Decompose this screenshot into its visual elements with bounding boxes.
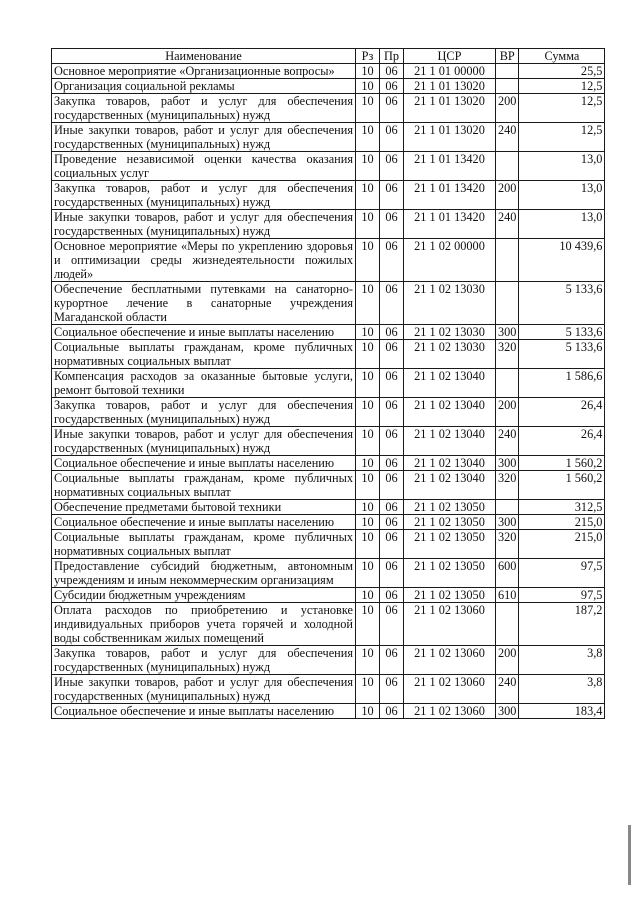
row-vr: 320	[496, 340, 519, 369]
row-pr: 06	[380, 152, 404, 181]
row-pr: 06	[380, 456, 404, 471]
table-row	[52, 530, 605, 559]
row-sum: 187,2	[519, 603, 605, 646]
row-pr: 06	[380, 515, 404, 530]
row-sum: 25,5	[519, 64, 605, 79]
row-vr: 200	[496, 646, 519, 675]
row-vr: 610	[496, 588, 519, 603]
row-sum: 13,0	[519, 210, 605, 239]
row-sum: 13,0	[519, 152, 605, 181]
row-pr: 06	[380, 603, 404, 646]
row-csr: 21 1 01 13420	[404, 181, 496, 210]
row-vr	[496, 282, 519, 325]
table-row	[52, 588, 605, 603]
row-name: Предоставление субсидий бюджетным, автономным учреждениям и иным некоммерческим организациям	[52, 559, 356, 588]
table-row	[52, 456, 605, 471]
row-sum: 26,4	[519, 427, 605, 456]
row-sum: 97,5	[519, 588, 605, 603]
row-name: Основное мероприятие «Организационные вопросы»	[52, 64, 356, 79]
table-row	[52, 94, 605, 123]
row-sum: 312,5	[519, 500, 605, 515]
row-sum: 215,0	[519, 530, 605, 559]
row-csr: 21 1 02 13060	[404, 603, 496, 646]
row-name: Оплата расходов по приобретению и установке индивидуальных приборов учета горячей и холодной воды собственникам жилых помещений	[52, 603, 356, 646]
row-pr: 06	[380, 181, 404, 210]
row-vr: 240	[496, 123, 519, 152]
row-name: Социальное обеспечение и иные выплаты населению	[52, 515, 356, 530]
row-name: Иные закупки товаров, работ и услуг для обеспечения государственных (муниципальных) нужд	[52, 210, 356, 239]
row-pr: 06	[380, 239, 404, 282]
row-rz: 10	[356, 515, 380, 530]
row-csr: 21 1 02 00000	[404, 239, 496, 282]
row-pr: 06	[380, 340, 404, 369]
row-vr	[496, 603, 519, 646]
row-rz: 10	[356, 675, 380, 704]
row-vr	[496, 500, 519, 515]
budget-table	[51, 48, 605, 719]
header-vr: ВР	[496, 49, 519, 64]
table-row	[52, 325, 605, 340]
row-csr: 21 1 02 13040	[404, 456, 496, 471]
row-vr	[496, 64, 519, 79]
table-row	[52, 471, 605, 500]
row-rz: 10	[356, 152, 380, 181]
table-body	[52, 64, 605, 719]
row-rz: 10	[356, 588, 380, 603]
table-row	[52, 559, 605, 588]
header-rz: Рз	[356, 49, 380, 64]
table-row	[52, 79, 605, 94]
row-rz: 10	[356, 369, 380, 398]
row-vr: 200	[496, 181, 519, 210]
row-vr	[496, 79, 519, 94]
row-rz: 10	[356, 559, 380, 588]
row-sum: 12,5	[519, 123, 605, 152]
row-csr: 21 1 01 13020	[404, 79, 496, 94]
row-rz: 10	[356, 603, 380, 646]
row-pr: 06	[380, 210, 404, 239]
row-name: Социальные выплаты гражданам, кроме публичных нормативных социальных выплат	[52, 530, 356, 559]
row-vr	[496, 152, 519, 181]
row-pr: 06	[380, 530, 404, 559]
table-row	[52, 152, 605, 181]
row-vr: 600	[496, 559, 519, 588]
row-rz: 10	[356, 530, 380, 559]
row-vr: 240	[496, 427, 519, 456]
row-pr: 06	[380, 123, 404, 152]
table-row	[52, 603, 605, 646]
row-rz: 10	[356, 282, 380, 325]
row-rz: 10	[356, 79, 380, 94]
row-csr: 21 1 01 00000	[404, 64, 496, 79]
row-name: Социальное обеспечение и иные выплаты населению	[52, 704, 356, 719]
row-sum: 5 133,6	[519, 340, 605, 369]
row-csr: 21 1 02 13050	[404, 559, 496, 588]
row-name: Социальные выплаты гражданам, кроме публичных нормативных социальных выплат	[52, 471, 356, 500]
row-csr: 21 1 01 13020	[404, 123, 496, 152]
row-rz: 10	[356, 398, 380, 427]
row-pr: 06	[380, 325, 404, 340]
row-name: Компенсация расходов за оказанные бытовые услуги, ремонт бытовой техники	[52, 369, 356, 398]
row-csr: 21 1 02 13050	[404, 515, 496, 530]
row-sum: 5 133,6	[519, 282, 605, 325]
table-row	[52, 340, 605, 369]
row-name: Закупка товаров, работ и услуг для обеспечения государственных (муниципальных) нужд	[52, 398, 356, 427]
table-row	[52, 369, 605, 398]
row-vr: 200	[496, 398, 519, 427]
table-row	[52, 282, 605, 325]
row-rz: 10	[356, 500, 380, 515]
row-name: Субсидии бюджетным учреждениям	[52, 588, 356, 603]
row-pr: 06	[380, 559, 404, 588]
header-csr: ЦСР	[404, 49, 496, 64]
table-row	[52, 675, 605, 704]
row-pr: 06	[380, 369, 404, 398]
row-rz: 10	[356, 64, 380, 79]
row-vr: 300	[496, 704, 519, 719]
row-vr: 300	[496, 456, 519, 471]
row-rz: 10	[356, 340, 380, 369]
row-rz: 10	[356, 646, 380, 675]
table-row	[52, 398, 605, 427]
row-pr: 06	[380, 471, 404, 500]
row-csr: 21 1 02 13040	[404, 427, 496, 456]
row-name: Иные закупки товаров, работ и услуг для обеспечения государственных (муниципальных) нужд	[52, 675, 356, 704]
row-csr: 21 1 02 13050	[404, 500, 496, 515]
row-vr: 240	[496, 210, 519, 239]
row-rz: 10	[356, 471, 380, 500]
row-csr: 21 1 02 13050	[404, 588, 496, 603]
row-name: Обеспечение бесплатными путевками на санаторно-курортное лечение в санаторные учреждения Магаданской области	[52, 282, 356, 325]
row-vr: 300	[496, 325, 519, 340]
row-vr: 240	[496, 675, 519, 704]
row-name: Закупка товаров, работ и услуг для обеспечения государственных (муниципальных) нужд	[52, 646, 356, 675]
row-sum: 26,4	[519, 398, 605, 427]
row-sum: 5 133,6	[519, 325, 605, 340]
row-csr: 21 1 02 13030	[404, 340, 496, 369]
table-row	[52, 64, 605, 79]
row-sum: 1 560,2	[519, 471, 605, 500]
row-sum: 3,8	[519, 675, 605, 704]
row-sum: 1 586,6	[519, 369, 605, 398]
row-vr: 320	[496, 471, 519, 500]
row-rz: 10	[356, 94, 380, 123]
row-pr: 06	[380, 646, 404, 675]
row-pr: 06	[380, 675, 404, 704]
row-sum: 97,5	[519, 559, 605, 588]
row-sum: 12,5	[519, 79, 605, 94]
row-name: Закупка товаров, работ и услуг для обеспечения государственных (муниципальных) нужд	[52, 94, 356, 123]
row-name: Социальные выплаты гражданам, кроме публичных нормативных социальных выплат	[52, 340, 356, 369]
row-csr: 21 1 02 13030	[404, 282, 496, 325]
table-row	[52, 210, 605, 239]
table-row	[52, 515, 605, 530]
row-pr: 06	[380, 282, 404, 325]
row-rz: 10	[356, 210, 380, 239]
table-row	[52, 181, 605, 210]
row-name: Организация социальной рекламы	[52, 79, 356, 94]
table-header-row	[52, 49, 605, 64]
row-csr: 21 1 01 13420	[404, 210, 496, 239]
row-csr: 21 1 01 13020	[404, 94, 496, 123]
row-sum: 183,4	[519, 704, 605, 719]
row-sum: 1 560,2	[519, 456, 605, 471]
row-rz: 10	[356, 181, 380, 210]
row-csr: 21 1 02 13060	[404, 675, 496, 704]
row-vr: 200	[496, 94, 519, 123]
row-sum: 13,0	[519, 181, 605, 210]
row-rz: 10	[356, 325, 380, 340]
row-sum: 10 439,6	[519, 239, 605, 282]
row-pr: 06	[380, 398, 404, 427]
row-pr: 06	[380, 427, 404, 456]
header-name: Наименование	[52, 49, 356, 64]
row-csr: 21 1 02 13040	[404, 471, 496, 500]
row-vr	[496, 369, 519, 398]
row-csr: 21 1 02 13060	[404, 646, 496, 675]
row-pr: 06	[380, 94, 404, 123]
row-rz: 10	[356, 123, 380, 152]
row-name: Закупка товаров, работ и услуг для обеспечения государственных (муниципальных) нужд	[52, 181, 356, 210]
row-csr: 21 1 01 13420	[404, 152, 496, 181]
row-rz: 10	[356, 456, 380, 471]
row-rz: 10	[356, 239, 380, 282]
table-row	[52, 500, 605, 515]
table-row	[52, 427, 605, 456]
scan-edge-mark	[628, 825, 631, 885]
row-rz: 10	[356, 427, 380, 456]
header-pr: Пр	[380, 49, 404, 64]
row-name: Обеспечение предметами бытовой техники	[52, 500, 356, 515]
row-pr: 06	[380, 79, 404, 94]
row-csr: 21 1 02 13040	[404, 398, 496, 427]
row-sum: 215,0	[519, 515, 605, 530]
row-pr: 06	[380, 588, 404, 603]
row-name: Иные закупки товаров, работ и услуг для обеспечения государственных (муниципальных) нужд	[52, 123, 356, 152]
row-name: Социальное обеспечение и иные выплаты населению	[52, 456, 356, 471]
row-name: Проведение независимой оценки качества оказания социальных услуг	[52, 152, 356, 181]
row-sum: 3,8	[519, 646, 605, 675]
row-csr: 21 1 02 13050	[404, 530, 496, 559]
row-csr: 21 1 02 13040	[404, 369, 496, 398]
row-vr	[496, 239, 519, 282]
header-sum: Сумма	[519, 49, 605, 64]
row-pr: 06	[380, 64, 404, 79]
table-row	[52, 646, 605, 675]
table-row	[52, 239, 605, 282]
row-csr: 21 1 02 13060	[404, 704, 496, 719]
row-vr: 320	[496, 530, 519, 559]
row-vr: 300	[496, 515, 519, 530]
row-rz: 10	[356, 704, 380, 719]
row-name: Иные закупки товаров, работ и услуг для обеспечения государственных (муниципальных) нужд	[52, 427, 356, 456]
row-name: Социальное обеспечение и иные выплаты населению	[52, 325, 356, 340]
row-csr: 21 1 02 13030	[404, 325, 496, 340]
row-sum: 12,5	[519, 94, 605, 123]
row-pr: 06	[380, 500, 404, 515]
row-pr: 06	[380, 704, 404, 719]
table-row	[52, 704, 605, 719]
row-name: Основное мероприятие «Меры по укреплению здоровья и оптимизации среды жизнедеятельности пожилых людей»	[52, 239, 356, 282]
table-row	[52, 123, 605, 152]
